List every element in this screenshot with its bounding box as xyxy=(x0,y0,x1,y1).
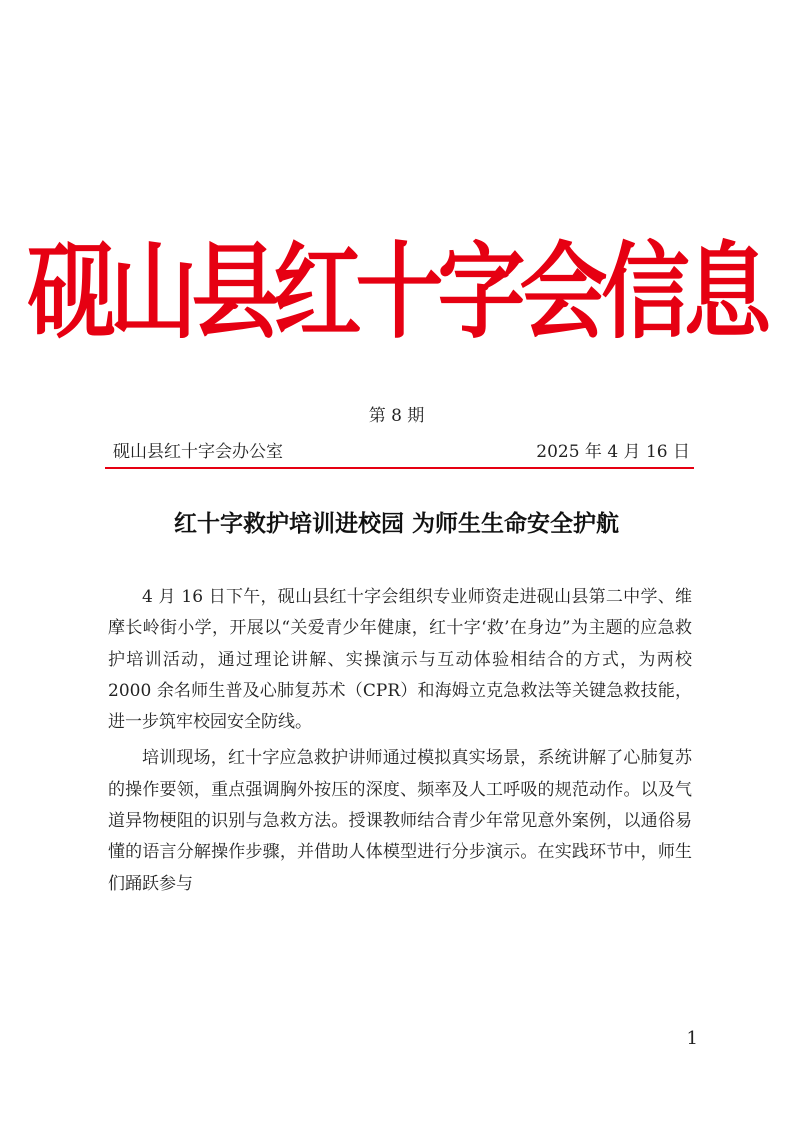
page-number: 1 xyxy=(686,1028,698,1049)
issuing-organization: 砚山县红十字会办公室 xyxy=(113,442,283,462)
article-paragraph-2: 培训现场，红十字应急救护讲师通过模拟真实场景，系统讲解了心肺复苏的操作要领，重点强调胸外按压的深度、频率及人工呼吸的规范动作。以及气道异物梗阻的识别与急救方法。授课教师结合青少年常见意外案例，以通俗易懂的语言分解操作步骤，并借助人体模型进行分步演示。在实践环节中，师生们踊跃参与 xyxy=(108,748,692,894)
red-divider-rule xyxy=(105,467,694,469)
masthead-title: 砚山县红十字会信息 xyxy=(27,231,766,353)
article-headline: 红十字救护培训进校园 为师生生命安全护航 xyxy=(173,510,619,537)
issue-date: 2025 年 4 月 16 日 xyxy=(536,442,690,462)
article-body xyxy=(108,582,692,905)
article-paragraph-1: 4 月 16 日下午，砚山县红十字会组织专业师资走进砚山县第二中学、维摩长岭街小学，开展以“关爱青少年健康，红十字‘救’在身边”为主题的应急救护培训活动，通过理论讲解、实操演示与互动体验相结合的方式，为两校 2000 余名师生普及心肺复苏术（CPR）和海姆立克急救法等关键急救技能，进一步筑牢校园安全防线。 xyxy=(108,587,692,733)
issue-number: 第 8 期 xyxy=(368,406,425,426)
